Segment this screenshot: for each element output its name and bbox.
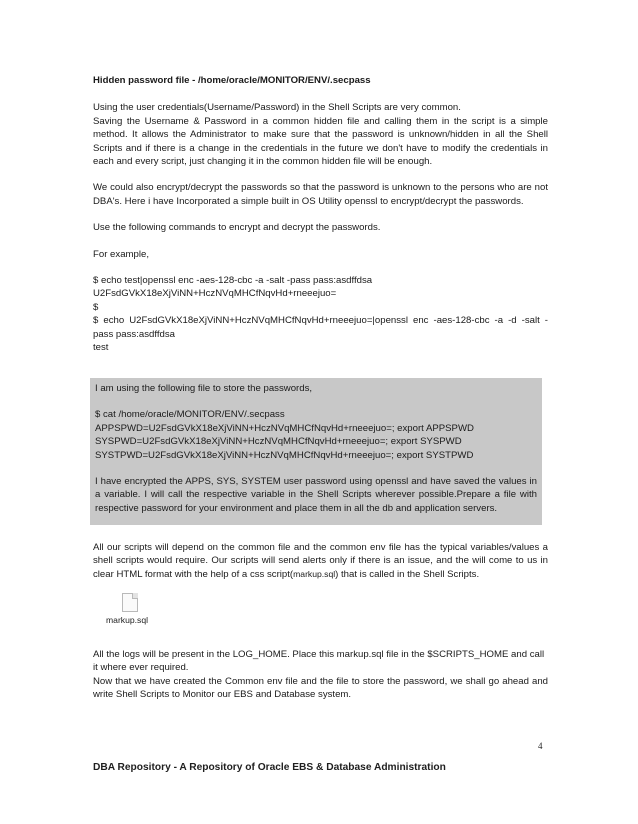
file-icon[interactable] (122, 593, 138, 612)
box-cat-line: $ cat /home/oracle/MONITOR/ENV/.secpass (95, 409, 285, 421)
scripts-text-after: ) that is called in the Shell Scripts. (335, 568, 480, 580)
example-line: $ echo U2FsdGVkX18eXjViNN+HczNVqMHCfNqvHd+rneeejuo=|openssl enc -aes-128-cbc -a -d -salt -pass pass:asdffdsa (93, 315, 548, 340)
logs-line-2: Now that we have created the Common env file and the file to store the password, we shall go ahead and write Shell Scripts to Monitor our EBS and Database system. (93, 675, 548, 701)
logs-line-1: All the logs will be present in the LOG_HOME. Place this markup.sql file in the $SCRIPTS_HOME and call it where ever required. (93, 649, 545, 674)
scripts-text-before: All our scripts will depend on the common file and the common env file has the typical variables/values a shell scripts would require. Our scripts will send alerts only if there is an issue, and the will come to us in clear HTML format with the help of a css script( (93, 542, 548, 580)
intro-paragraph (93, 101, 548, 168)
logs-paragraph (93, 648, 548, 702)
attachment-label[interactable]: markup.sql (106, 615, 149, 625)
example-line: $ (93, 301, 99, 313)
markup-sql-attachment[interactable] (106, 591, 166, 631)
scripts-paragraph-text (93, 541, 548, 581)
page-footer: DBA Repository - A Repository of Oracle EBS & Database Administration (93, 762, 446, 773)
encrypt-paragraph: We could also encrypt/decrypt the passwords so that the password is unknown to the persons who are not DBA's. Here i have Incorporated a simple built in OS Utility openssl to encrypt/decrypt the passwords. (93, 182, 548, 207)
box-apps-line: APPSPWD=U2FsdGVkX18eXjViNN+HczNVqMHCfNqvHd+rneeejuo=; export APPSPWD (95, 422, 474, 434)
scripts-paragraph (93, 541, 548, 581)
commands-intro: Use the following commands to encrypt and decrypt the passwords. (93, 222, 381, 234)
main-content (93, 74, 548, 368)
box-system-line: SYSTPWD=U2FsdGVkX18eXjViNN+HczNVqMHCfNqvHd+rneeejuo=; export SYSTPWD (95, 449, 474, 461)
box-intro: I am using the following file to store the passwords, (95, 383, 313, 394)
box-file-contents (95, 408, 537, 462)
example-line: U2FsdGVkX18eXjViNN+HczNVqMHCfNqvHd+rneeejuo= (93, 288, 337, 300)
intro-line-1: Using the user credentials(Username/Password) in the Shell Scripts are very common. (93, 102, 461, 114)
example-line: $ echo test|openssl enc -aes-128-cbc -a -salt -pass pass:asdffdsa (93, 275, 373, 287)
box-sys-line: SYSPWD=U2FsdGVkX18eXjViNN+HczNVqMHCfNqvHd+rneeejuo=; export SYSPWD (95, 436, 462, 448)
example-line: test (93, 342, 109, 354)
page-number: 4 (538, 741, 543, 751)
section-heading: Hidden password file - /home/oracle/MONITOR/ENV/.secpass (93, 75, 371, 86)
inline-markup-file: markup.sql (293, 568, 336, 579)
box-closing: I have encrypted the APPS, SYS, SYSTEM user password using openssl and have saved the values in a variable. I will call the respective variable in the Shell Scripts wherever possible.Prepare a file with respective password for your environment and place them in all the db and application servers. (95, 476, 537, 514)
example-code (93, 274, 548, 354)
example-label: For example, (93, 248, 149, 260)
intro-line-2: Saving the Username & Password in a common hidden file and calling them in the script is a simple method. It allows the Administrator to make sure that the password is unknown/hidden in all the Shell Scripts and if there is a change in the credentials in the future we don't have to modify the credentials in each and every script, just changing it in the common hidden file will be enough. (93, 115, 548, 168)
password-file-box (90, 378, 542, 525)
